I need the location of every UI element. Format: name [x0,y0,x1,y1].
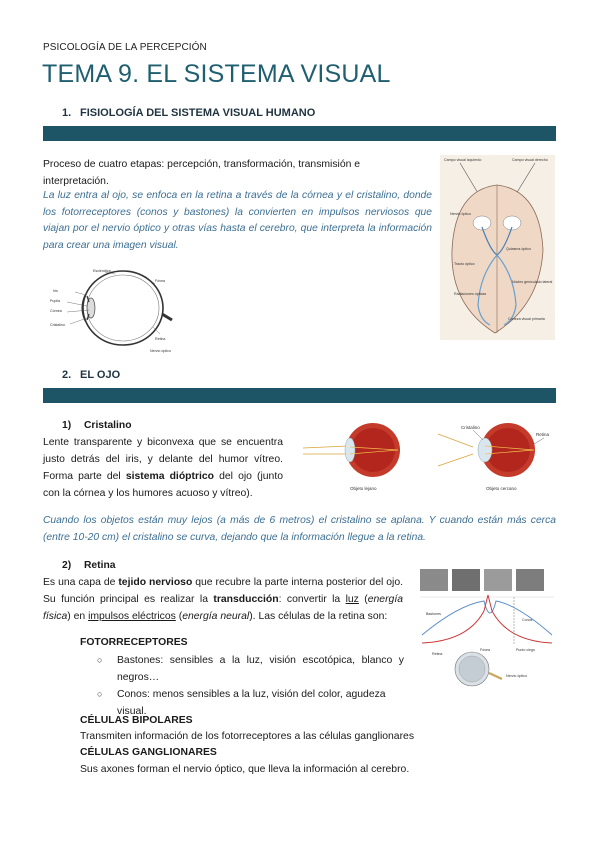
retina-label-fovea: Fóvea [480,648,490,652]
section-1-heading [62,107,315,119]
lens-near-caption: Objeto cercano [486,486,517,491]
cristalino-number: 1) [62,420,72,431]
retina-label-bastones: Bastones [426,612,441,616]
retina-figure [418,565,558,689]
retina-text-paren-1: ( [358,594,368,605]
retina-text-3: : convertir la [278,594,346,605]
retina-text-impulsos: impulsos eléctricos [88,611,176,622]
eye-label-cornea: Córnea [50,309,62,313]
cristalino-text-pre: Lente transparente y biconvexa que se encuentra justo detrás del iris, y delante del humor vítreo. Forma parte del [43,437,283,482]
bullet-conos-text: Conos: menos sensibles a la luz, visión del color, agudeza visual. [117,689,386,717]
cristalino-text [43,434,283,502]
retina-text-2: que recubre la parte interna posterior del ojo. Su función principal es realizar la [43,577,403,605]
brain-label-right-field: Campo visual derecho [512,158,548,162]
section-1-blue-text: La luz entra al ojo, se enfoca en la retina a través de la córnea y el cristalino, donde los fotorreceptores (conos y bastones) la convierten en impulsos nerviosos que viajan por el nervio óptico y otras vías hasta el cerebro, que interpreta la información para crear una imagen visual. [43,190,432,251]
bipolares-text: Transmiten información de los fotorreceptores a las células ganglionares [80,731,415,742]
eye-label-fovea: Fóvea [155,279,165,283]
fotorreceptores-list [88,652,404,720]
retina-label-nervio: Nervio óptico [506,674,527,678]
cristalino-text-bold: sistema dióptrico [125,471,215,482]
section-2-band [43,388,556,403]
retina-label-conos: Conos [522,618,533,622]
retina-title: Retina [84,560,116,571]
retina-text-paren-2: ( [175,611,183,622]
visual-pathway-figure [440,155,555,340]
brain-label-left-field: Campo visual izquierdo [444,158,482,162]
retina-text-bold-1: tejido nervioso [118,577,193,588]
lens-far-caption: Objeto lejano [350,486,377,491]
retina-number: 2) [62,560,72,571]
retina-text-paren-close-1: ) en [67,611,89,622]
eye-anatomy-figure [45,262,175,357]
ganglionares-heading: CÉLULAS GANGLIONARES [80,747,217,758]
retina-text-luz: luz [345,594,359,605]
cristalino-text-post: del ojo (junto con la córnea y los humores acuoso y vítreo). [43,471,284,499]
retina-text [43,574,403,625]
bipolares-heading: CÉLULAS BIPOLARES [80,715,193,726]
lens-accommodation-figure [298,414,560,496]
cristalino-heading [62,420,132,431]
fotorreceptores-heading: FOTORRECEPTORES [80,637,188,648]
lens-label-cristalino: Cristalino [461,425,480,430]
bullet-symbol-1: ○ [97,655,103,665]
cristalino-blue-text: Cuando los objetos están muy lejos (a más de 6 metros) el cristalino se aplana. Y cuando están más cerca (entre 10-20 cm) el cristalino se curva, dejando que la información llegue a la retina. [43,515,556,543]
bullet-bastones-text: Bastones: sensibles a la luz, visión escotópica, blanco y negros… [117,655,404,683]
brain-label-tract: Tracto óptico [454,262,475,266]
brain-label-cortex: Corteza visual primaria [508,317,545,321]
section-2-title: EL OJO [80,369,121,381]
brain-label-nerve: Nervio óptico [450,212,471,216]
eye-label-iris: Iris [53,289,58,293]
course-header: PSICOLOGÍA DE LA PERCEPCIÓN [43,42,207,53]
ganglionares-text: Sus axones forman el nervio óptico, que lleva la información al cerebro. [80,764,410,775]
lens-label-retina: Retina [536,432,550,437]
retina-heading [62,560,115,571]
bullet-symbol-2: ○ [97,689,103,699]
retina-text-energia-neural: energía neural [182,611,250,622]
retina-text-end: ). Las células de la retina son: [249,611,388,622]
retina-label-punto-ciego: Punto ciego [516,648,535,652]
eye-label-esclerotica: Esclerótica [93,269,111,273]
section-1-band [43,126,556,141]
eye-label-retina: Retina [155,337,166,341]
section-2-heading [62,369,120,381]
page-title: TEMA 9. EL SISTEMA VISUAL [42,60,391,88]
retina-text-1: Es una capa de [43,577,119,588]
brain-label-radiations: Radiaciones ópticas [454,292,487,296]
section-1-number: 1. [62,107,72,119]
bullet-bastones [88,652,404,686]
eye-label-pupila: Pupila [50,299,60,303]
brain-label-lgn: Núcleo geniculado lateral [512,280,553,284]
retina-label-retina: Retina [432,652,443,656]
eye-label-cristalino: Cristalino [50,323,65,327]
eye-label-nervio: Nervio óptico [150,349,171,353]
retina-text-bold-2: transducción [213,594,279,605]
section-1-title: FISIOLOGÍA DEL SISTEMA VISUAL HUMANO [80,107,316,119]
section-2-number: 2. [62,369,72,381]
brain-label-chiasm: Quiasma óptico [506,247,531,251]
cristalino-title: Cristalino [84,420,132,431]
section-1-intro: Proceso de cuatro etapas: percepción, transformación, transmisión e interpretación. [43,159,361,187]
retina-text-energia-fisica: energía física [43,594,403,622]
